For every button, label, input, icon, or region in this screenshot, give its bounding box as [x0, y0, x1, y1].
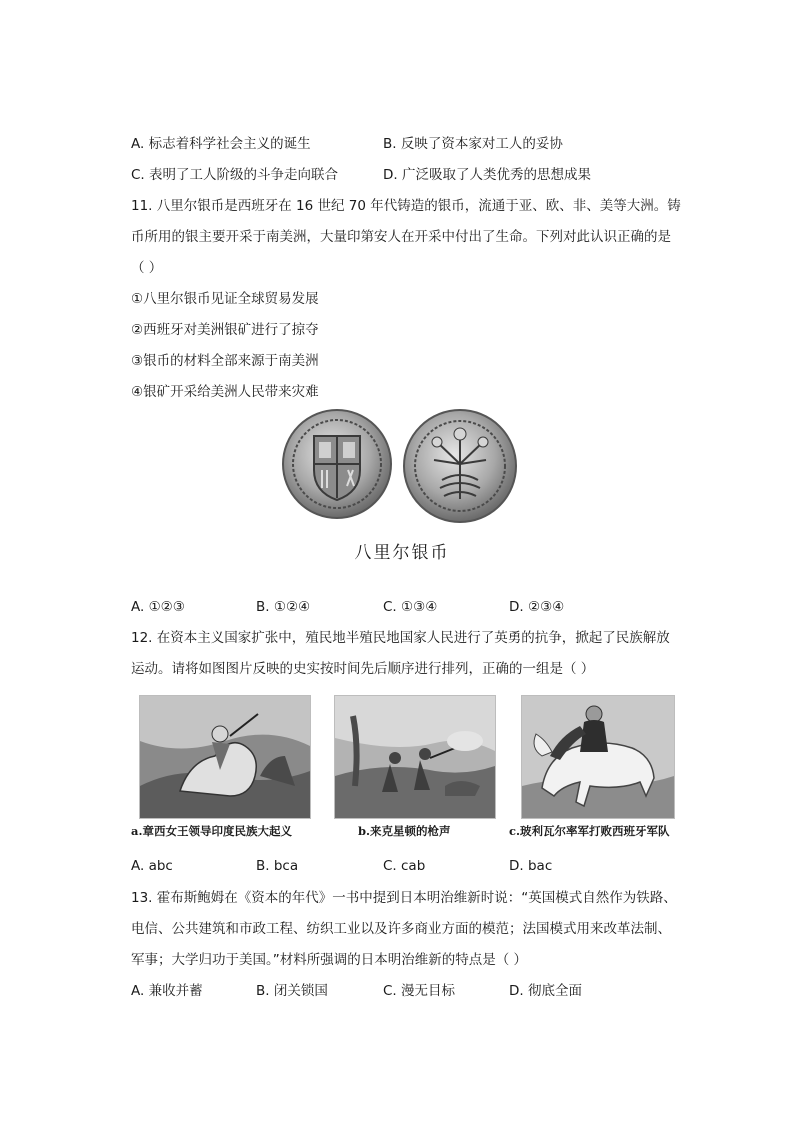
q11-statement-1: ①八里尔银币见证全球贸易发展: [131, 291, 319, 307]
q11-stem-line-1: 11. 八里尔银币是西班牙在 16 世纪 70 年代铸造的银币，流通于亚、欧、非、美等大洲。铸: [131, 198, 681, 214]
q11-option-d[interactable]: D. ②③④: [509, 599, 565, 615]
q12-option-d[interactable]: D. bac: [509, 858, 553, 874]
q11-statement-2: ②西班牙对美洲银矿进行了掠夺: [131, 322, 319, 338]
q12-option-b[interactable]: B. bca: [256, 858, 299, 874]
picture-c-caption: c.玻利瓦尔率军打败西班牙军队: [509, 824, 670, 838]
q12-option-c[interactable]: C. cab: [383, 858, 426, 874]
q12-stem-line-2: 运动。请将如图图片反映的史实按时间先后顺序进行排列，正确的一组是（ ）: [131, 661, 595, 677]
picture-b: [334, 695, 496, 819]
q13-option-b[interactable]: B. 闭关锁国: [256, 983, 328, 999]
q10-option-a[interactable]: A. 标志着科学社会主义的诞生: [131, 136, 311, 152]
picture-c: [521, 695, 675, 819]
q11-option-a[interactable]: A. ①②③: [131, 599, 185, 615]
coin-obverse: [283, 410, 391, 518]
q11-option-b[interactable]: B. ①②④: [256, 599, 311, 615]
coin-reverse: [404, 410, 516, 522]
q11-statement-4: ④银矿开采给美洲人民带来灾难: [131, 384, 319, 400]
q13-stem-line-3: 军事；大学归功于美国。”材料所强调的日本明治维新的特点是（ ）: [131, 952, 528, 968]
q13-stem-line-1: 13. 霍布斯鲍姆在《资本的年代》一书中提到日本明治维新时说：“英国模式自然作为铁路、: [131, 890, 677, 906]
q11-stem-line-2: 币所用的银主要开采于南美洲，大量印第安人在开采中付出了生命。下列对此认识正确的是: [131, 229, 671, 245]
picture-b-caption: b.来克星顿的枪声: [358, 824, 451, 838]
coin-figure-caption: 八里尔银币: [354, 543, 450, 563]
q10-option-d[interactable]: D. 广泛吸取了人类优秀的思想成果: [383, 167, 591, 183]
q11-statement-3: ③银币的材料全部来源于南美洲: [131, 353, 319, 369]
q10-option-b[interactable]: B. 反映了资本家对工人的妥协: [383, 136, 563, 152]
silver-coins-image: [282, 404, 522, 526]
q11-option-c[interactable]: C. ①③④: [383, 599, 438, 615]
q13-option-a[interactable]: A. 兼收并蓄: [131, 983, 203, 999]
q13-option-c[interactable]: C. 漫无目标: [383, 983, 456, 999]
q11-stem-line-3: （ ）: [131, 260, 163, 276]
picture-a: [139, 695, 311, 819]
q13-option-d[interactable]: D. 彻底全面: [509, 983, 582, 999]
q13-stem-line-2: 电信、公共建筑和市政工程、纺织工业以及许多商业方面的模范；法国模式用来改革法制、: [131, 921, 671, 937]
picture-a-caption: a.章西女王领导印度民族大起义: [131, 824, 292, 838]
q12-stem-line-1: 12. 在资本主义国家扩张中，殖民地半殖民地国家人民进行了英勇的抗争，掀起了民族解放: [131, 630, 670, 646]
q12-option-a[interactable]: A. abc: [131, 858, 173, 874]
q10-option-c[interactable]: C. 表明了工人阶级的斗争走向联合: [131, 167, 339, 183]
